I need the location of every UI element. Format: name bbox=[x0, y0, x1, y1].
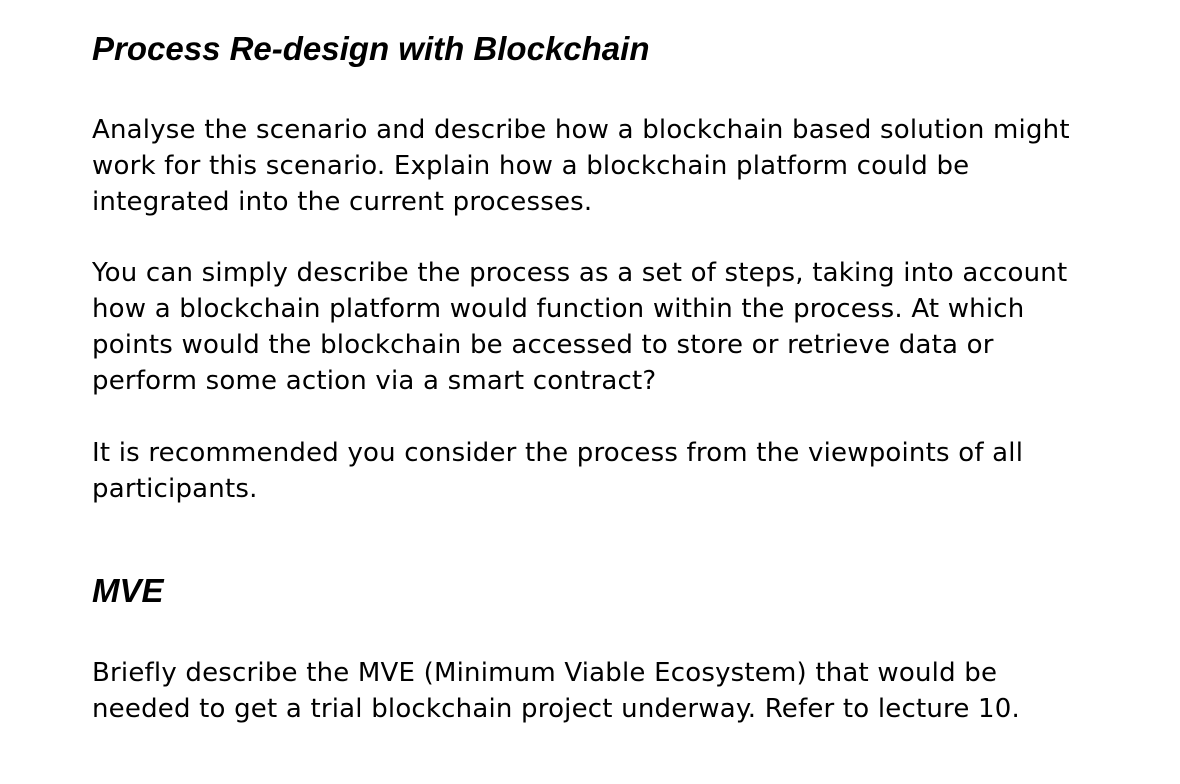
paragraph-line: perform some action via a smart contract? bbox=[92, 366, 657, 396]
paragraph-line: work for this scenario. Explain how a blockchain platform could be bbox=[92, 151, 970, 181]
paragraph-analyse-scenario bbox=[92, 112, 1142, 220]
paragraph-line: integrated into the current processes. bbox=[92, 187, 593, 217]
paragraph-line: Analyse the scenario and describe how a blockchain based solution might bbox=[92, 115, 1070, 145]
paragraph-line: It is recommended you consider the process from the viewpoints of all bbox=[92, 438, 1024, 468]
section-heading-process-redesign: Process Re-design with Blockchain bbox=[92, 30, 650, 67]
paragraph-line: participants. bbox=[92, 474, 258, 504]
paragraph-mve-description bbox=[92, 655, 1142, 727]
paragraph-describe-steps bbox=[92, 255, 1142, 399]
paragraph-viewpoints bbox=[92, 435, 1142, 507]
paragraph-line: needed to get a trial blockchain project underway. Refer to lecture 10. bbox=[92, 694, 1020, 724]
paragraph-line: You can simply describe the process as a set of steps, taking into account bbox=[92, 258, 1068, 288]
paragraph-line: how a blockchain platform would function within the process. At which bbox=[92, 294, 1025, 324]
section-heading-mve: MVE bbox=[92, 572, 164, 609]
paragraph-line: points would the blockchain be accessed to store or retrieve data or bbox=[92, 330, 994, 360]
paragraph-line: Briefly describe the MVE (Minimum Viable Ecosystem) that would be bbox=[92, 658, 998, 688]
